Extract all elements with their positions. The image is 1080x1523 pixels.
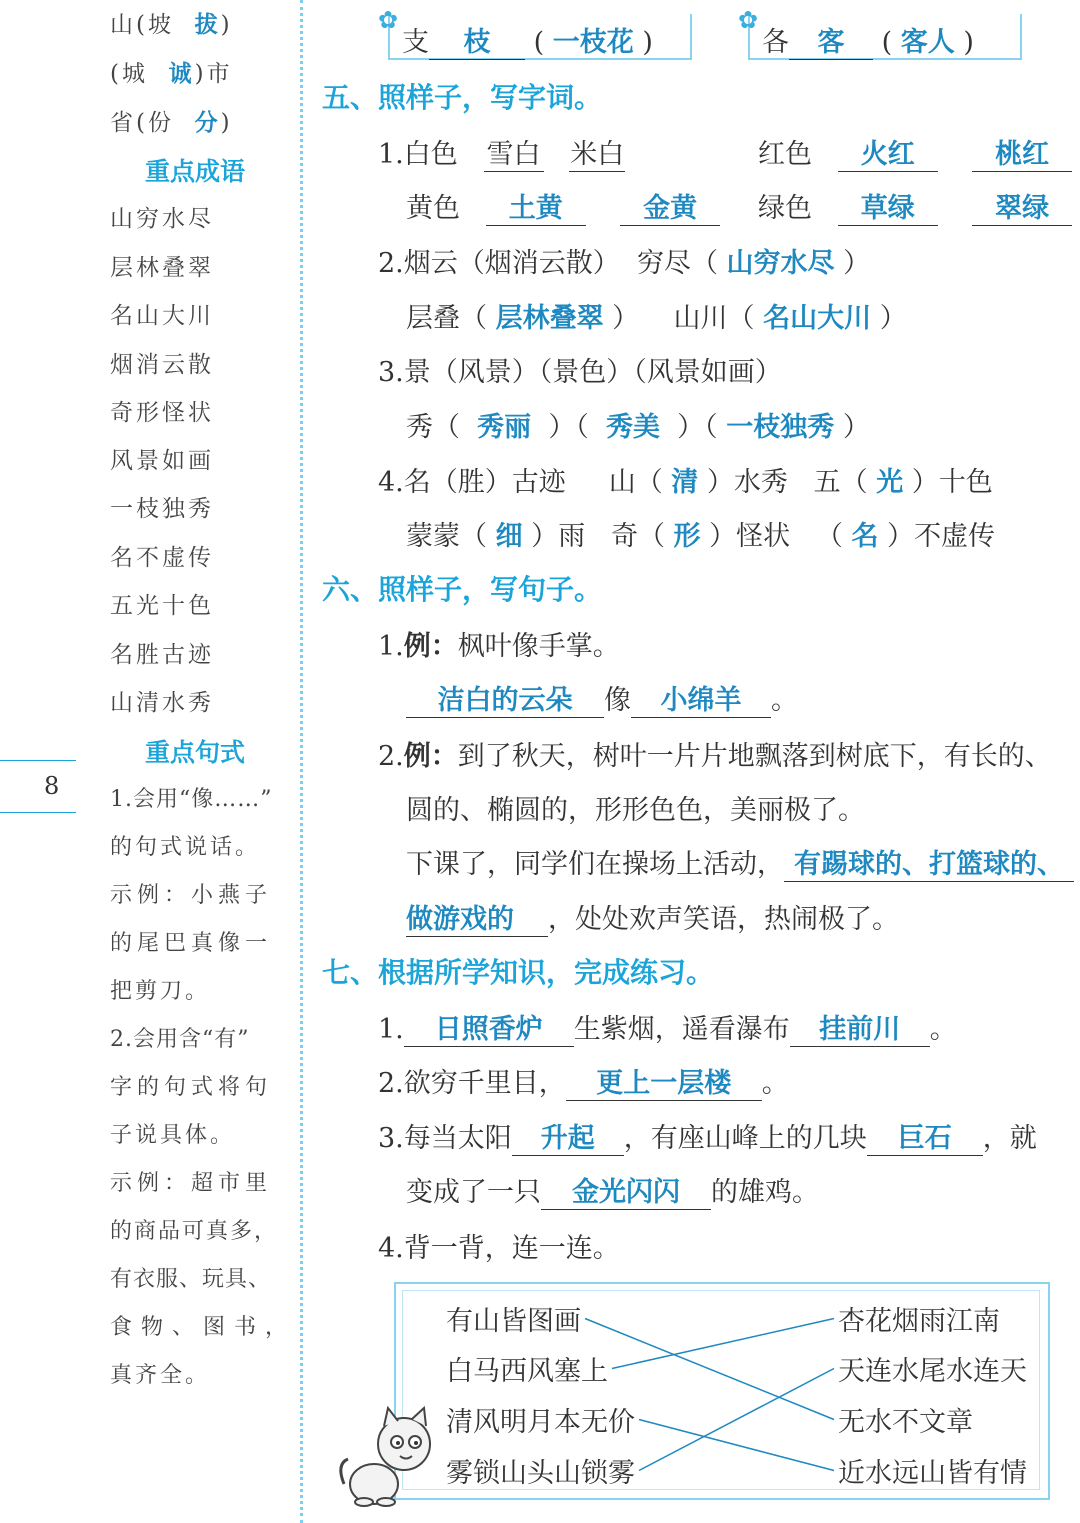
idiom-item: 山穷水尽 bbox=[110, 206, 214, 232]
match-right-item: 杏花烟雨江南 bbox=[838, 1306, 1000, 1337]
answer: 层林叠翠 bbox=[495, 303, 604, 334]
answer: 秀丽 bbox=[477, 412, 532, 443]
word: 层叠 bbox=[406, 303, 460, 334]
answer: 日照香炉 bbox=[404, 1007, 574, 1047]
sentences-heading: 重点句式 bbox=[145, 738, 246, 767]
paren: ( bbox=[110, 61, 122, 87]
instruction: 背一背，连一连。 bbox=[403, 1233, 620, 1264]
word: 绿色 bbox=[758, 193, 812, 224]
cat-illustration bbox=[334, 1404, 444, 1508]
question-number: 2. bbox=[378, 248, 404, 279]
question-number: 3. bbox=[378, 357, 404, 388]
answer: 诚 bbox=[168, 61, 195, 87]
word: 五 bbox=[813, 467, 841, 498]
word: 像 bbox=[604, 685, 631, 716]
poem-text: 欲穷千里目， bbox=[403, 1068, 566, 1099]
word: 烟云 bbox=[403, 248, 458, 279]
answer: 更上一层楼 bbox=[566, 1061, 762, 1101]
word: 十色 bbox=[938, 467, 993, 498]
sentence-line: 食物、图书， bbox=[110, 1315, 297, 1340]
char: 山 bbox=[110, 12, 136, 38]
char: 份 bbox=[147, 110, 174, 136]
question-number: 4. bbox=[378, 1233, 404, 1264]
example: 风景 bbox=[457, 357, 512, 388]
text: 的雄鸡。 bbox=[711, 1177, 819, 1208]
example: 风景如画 bbox=[646, 357, 755, 388]
example-label: 例： bbox=[403, 741, 458, 772]
word: 蒙蒙 bbox=[406, 521, 460, 552]
idiom-item: 名山大川 bbox=[110, 303, 214, 329]
answer: 洁白的云朵 bbox=[406, 678, 604, 718]
char: 省 bbox=[110, 110, 136, 136]
answer: 有踢球的、打篮球的、 bbox=[784, 842, 1074, 882]
idiom-item: 名胜古迹 bbox=[110, 642, 214, 668]
punct: 。 bbox=[761, 1068, 789, 1099]
q5-4-line1: 4.名（胜）古迹 山（ 清 ）水秀 五（ 光 ）十色 bbox=[378, 467, 993, 498]
match-line bbox=[639, 1420, 834, 1471]
word: 秀 bbox=[406, 412, 433, 443]
paren: ) bbox=[963, 27, 974, 58]
word: 山 bbox=[608, 467, 636, 498]
q5-3-line1: 3.景（风景）（景色）（风景如画） bbox=[378, 357, 782, 388]
answer: 金光闪闪 bbox=[541, 1170, 711, 1210]
sentence-line: 字的句式将句 bbox=[110, 1075, 273, 1100]
sentence-line: 2.会用含“有” bbox=[110, 1027, 250, 1052]
answer: 客 bbox=[789, 20, 873, 60]
answer: 枝 bbox=[429, 20, 525, 60]
page-number: 8 bbox=[44, 772, 60, 800]
paren: ( bbox=[533, 27, 545, 58]
match-left-item: 有山皆图画 bbox=[446, 1306, 581, 1337]
answer: 翠绿 bbox=[972, 186, 1072, 226]
q5-2-line1: 2.烟云（烟消云散） 穷尽（ 山穷水尽 ） bbox=[378, 248, 871, 279]
answer: 拔 bbox=[194, 12, 221, 38]
question-number: 3. bbox=[378, 1123, 404, 1154]
flower-icon: ✿ bbox=[738, 6, 759, 34]
char: 各 bbox=[762, 27, 789, 58]
sentence-line: 子说具体。 bbox=[110, 1123, 236, 1148]
answer: 小绵羊 bbox=[631, 678, 771, 718]
sentence-line: 1.会用“像……” bbox=[110, 787, 273, 812]
section-five-title: 五、照样子，写字词。 bbox=[322, 81, 603, 114]
punct: 。 bbox=[771, 685, 798, 716]
word: 奇 bbox=[610, 521, 638, 552]
answer: 一枝花 bbox=[552, 27, 634, 58]
idiom-item: 层林叠翠 bbox=[110, 255, 214, 281]
poem-text: 生紫烟，遥看瀑布 bbox=[573, 1014, 790, 1045]
example: 米白 bbox=[569, 132, 625, 172]
match-left-item: 清风明月本无价 bbox=[446, 1407, 635, 1438]
answer: 形 bbox=[673, 521, 701, 552]
match-right-item: 天连水尾水连天 bbox=[838, 1356, 1027, 1387]
match-right-item: 无水不文章 bbox=[838, 1407, 973, 1438]
word: 古迹 bbox=[511, 467, 566, 498]
punct: 。 bbox=[929, 1014, 957, 1045]
task-sentence: 下课了，同学们在操场上活动， bbox=[406, 849, 784, 880]
question-number: 1. bbox=[378, 1014, 404, 1045]
word: 黄色 bbox=[406, 193, 460, 224]
text: 每当太阳 bbox=[403, 1123, 512, 1154]
char: 城 bbox=[121, 61, 148, 87]
match-line bbox=[639, 1369, 834, 1471]
example: 景色 bbox=[552, 357, 607, 388]
question-number: 2. bbox=[378, 741, 404, 772]
sentence-line: 真齐全。 bbox=[110, 1363, 211, 1388]
answer: 火红 bbox=[838, 132, 938, 172]
word: 穷尽 bbox=[636, 248, 691, 279]
text: ，有座山峰上的几块 bbox=[623, 1123, 867, 1154]
word: 怪状 bbox=[736, 521, 791, 552]
question-number: 1. bbox=[378, 139, 404, 170]
paren: ) bbox=[642, 27, 653, 58]
match-left-item: 白马西风塞上 bbox=[446, 1356, 608, 1387]
word: 白色 bbox=[403, 139, 458, 170]
q6-2-example-line2: 圆的、椭圆的，形形色色，美丽极了。 bbox=[406, 795, 865, 826]
paren: ( bbox=[881, 27, 893, 58]
match-right-item: 近水远山皆有情 bbox=[838, 1458, 1027, 1489]
match-left-item: 雾锁山头山锁雾 bbox=[446, 1458, 635, 1489]
paren: ( bbox=[136, 110, 148, 136]
answer: 名山大川 bbox=[763, 303, 872, 334]
answer: 草绿 bbox=[838, 186, 938, 226]
section-seven-title: 七、根据所学知识，完成练习。 bbox=[322, 956, 715, 989]
word: 景 bbox=[403, 357, 431, 388]
text: 变成了一只 bbox=[406, 1177, 541, 1208]
answer: 清 bbox=[671, 467, 699, 498]
answer: 名 bbox=[851, 521, 879, 552]
idiom-item: 奇形怪状 bbox=[110, 400, 214, 426]
q5-2-line2: 层叠（ 层林叠翠 ） 山川（ 名山大川 ） bbox=[406, 303, 907, 334]
word: 红色 bbox=[758, 139, 812, 170]
sentence-line: 的句式说话。 bbox=[110, 835, 261, 860]
example-sentence: 到了秋天，树叶一片片地飘落到树底下，有长的、 bbox=[457, 741, 1052, 772]
section-six-title: 六、照样子，写句子。 bbox=[322, 573, 603, 606]
char: 市 bbox=[206, 61, 233, 87]
flower-icon: ✿ bbox=[378, 6, 399, 34]
example-label: 例： bbox=[403, 631, 458, 662]
sentence-line: 有衣服、玩具、 bbox=[110, 1267, 272, 1292]
answer: 挂前川 bbox=[790, 1007, 930, 1047]
word: 山川 bbox=[673, 303, 728, 334]
example-sentence: 枫叶像手掌。 bbox=[457, 631, 620, 662]
idioms-heading: 重点成语 bbox=[145, 157, 246, 186]
word: 不虚传 bbox=[914, 521, 996, 552]
sentence-line: 的商品可真多， bbox=[110, 1219, 279, 1244]
question-number: 4. bbox=[378, 467, 404, 498]
q5-3-line2: 秀（ 秀丽 ）（ 秀美 ）（ 一枝独秀 ） bbox=[406, 412, 870, 443]
answer: 分 bbox=[194, 110, 221, 136]
answer: 光 bbox=[876, 467, 904, 498]
example: 烟消云散 bbox=[484, 248, 593, 279]
paren: ) bbox=[194, 61, 207, 87]
idiom-item: 五光十色 bbox=[110, 593, 214, 619]
sentence-line: 示例：小燕子 bbox=[110, 883, 273, 908]
word: 水秀 bbox=[733, 467, 788, 498]
q5-4-line2: 蒙蒙（ 细 ）雨 奇（ 形 ）怪状 （ 名 ）不虚传 bbox=[406, 521, 996, 552]
task-sentence: ，处处欢声笑语，热闹极了。 bbox=[548, 904, 899, 935]
answer: 山穷水尽 bbox=[726, 248, 835, 279]
idiom-item: 名不虚传 bbox=[110, 545, 214, 571]
char: 坡 bbox=[147, 12, 174, 38]
answer: 金黄 bbox=[620, 186, 720, 226]
paren: ) bbox=[220, 12, 233, 38]
word: 雨 bbox=[558, 521, 586, 552]
answer: 细 bbox=[495, 521, 523, 552]
sentence-line: 把剪刀。 bbox=[110, 979, 211, 1004]
idiom-item: 烟消云散 bbox=[110, 352, 214, 378]
text: ，就 bbox=[982, 1123, 1037, 1154]
idiom-item: 风景如画 bbox=[110, 448, 214, 474]
example: 胜 bbox=[457, 467, 485, 498]
example: 雪白 bbox=[484, 132, 544, 172]
paren: ( bbox=[136, 12, 148, 38]
answer: 桃红 bbox=[972, 132, 1072, 172]
answer: 客人 bbox=[900, 27, 955, 58]
question-number: 2. bbox=[378, 1068, 404, 1099]
word: 名 bbox=[403, 467, 431, 498]
char: 支 bbox=[402, 27, 429, 58]
sentence-line: 示例：超市里 bbox=[110, 1171, 273, 1196]
idiom-item: 一枝独秀 bbox=[110, 496, 214, 522]
answer: 升起 bbox=[512, 1116, 624, 1156]
answer: 一枝独秀 bbox=[726, 412, 835, 443]
answer: 秀美 bbox=[606, 412, 661, 443]
answer: 土黄 bbox=[486, 186, 586, 226]
idiom-item: 山清水秀 bbox=[110, 690, 214, 716]
sentence-line: 的尾巴真像一 bbox=[110, 931, 273, 956]
paren: ) bbox=[220, 110, 233, 136]
answer: 做游戏的 bbox=[406, 897, 548, 937]
answer: 巨石 bbox=[867, 1116, 983, 1156]
question-number: 1. bbox=[378, 631, 404, 662]
